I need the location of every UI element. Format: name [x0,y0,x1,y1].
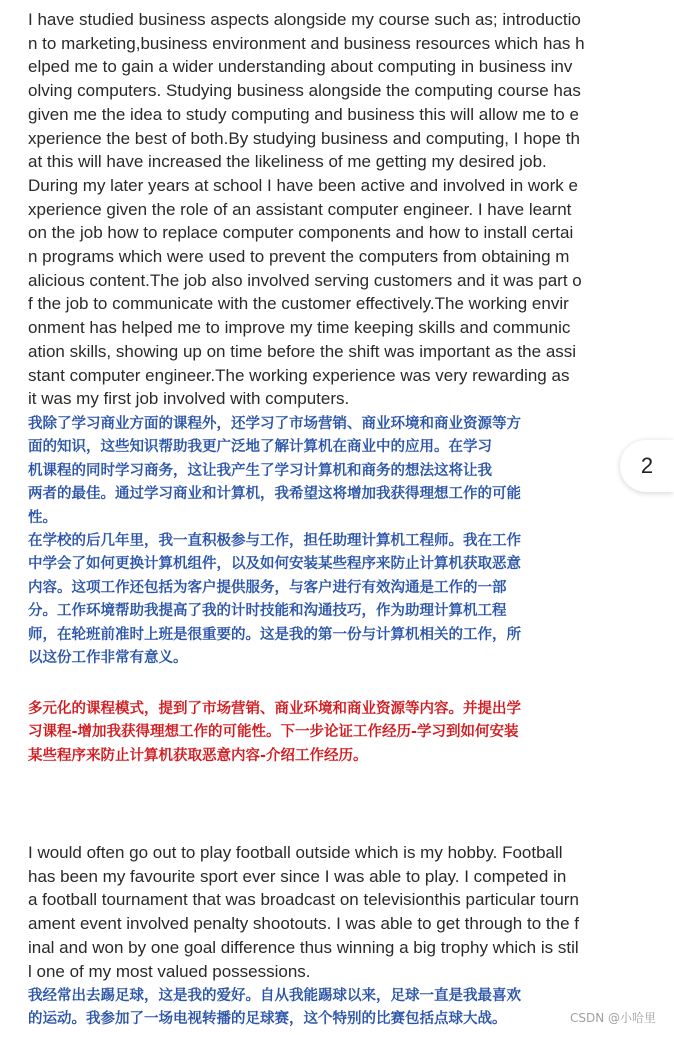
text-line: 面的知识，这些知识帮助我更广泛地了解计算机在商业中的应用。在学习 [28,439,492,456]
paragraph-1-english [28,8,660,411]
text-line: stant computer engineer.The working experience was very rewarding as [28,365,570,385]
text-line: I would often go out to play football outside which is my hobby. Football [28,843,563,862]
text-line: 两者的最佳。通过学习商业和计算机，我希望这将增加我获得理想工作的可能 [28,486,521,503]
text-line: xperience given the role of an assistant computer engineer. I have learnt [28,199,572,219]
text-line: elped me to gain a wider understanding about computing in business inv [28,57,573,77]
text-line: at this will have increased the likeliness of me getting my desired job. [28,152,547,172]
text-line: 师，在轮班前准时上班是很重要的。这是我的第一份与计算机相关的工作，所 [28,626,521,643]
text-line: has been my favourite sport ever since I was able to play. I competed in [28,866,567,886]
text-line: n programs which were used to prevent the computers from obtaining m [28,247,570,267]
text-line: given me the idea to study computing and business this will allow me to e [28,104,579,124]
text-line: onment has helped me to improve my time keeping skills and communic [28,318,571,338]
text-line: ation skills, showing up on time before the shift was important as the assi [28,341,577,361]
text-line: l one of my most valued possessions. [28,961,311,981]
text-line: I have studied business aspects alongside my course such as; introductio [28,10,581,29]
text-line: f the job to communicate with the customer effectively.The working envir [28,294,569,314]
text-line: on the job how to replace computer components and how to install certai [28,223,574,243]
text-line: 多元化的课程模式，提到了市场营销、商业环境和商业资源等内容。并提出学 [28,701,521,717]
watermark: CSDN @小哈里 [569,1011,656,1025]
text-line: a football tournament that was broadcast on televisionthis particular tourn [28,890,579,910]
text-line: 中学会了如何更换计算机组件，以及如何安装某些程序来防止计算机获取恶意 [28,556,521,573]
text-line: During my later years at school I have been active and involved in work e [28,175,578,195]
paragraph-1-chinese [28,413,660,670]
text-line: n to marketing,business environment and business resources which has h [28,33,585,53]
red-annotation [28,698,660,768]
text-line: 习课程-增加我获得理想工作的可能性。下一步论证工作经历-学习到如何安装 [28,724,519,741]
text-line: xperience the best of both.By studying business and computing, I hope th [28,128,580,148]
text-line: 我除了学习商业方面的课程外，还学习了市场营销、商业环境和商业资源等方 [28,416,521,432]
text-line: 某些程序来防止计算机获取恶意内容-介绍工作经历。 [28,747,368,764]
text-line: 在学校的后几年里，我一直积极参与工作，担任助理计算机工程师。我在工作 [28,533,521,550]
text-line: 我经常出去踢足球，这是我的爱好。自从我能踢球以来，足球一直是我最喜欢 [28,988,521,1004]
text-line: 性。 [28,509,57,526]
text-line: 的运动。我参加了一场电视转播的足球赛，这个特别的比赛包括点球大战。 [28,1011,507,1028]
page-number-badge[interactable]: 2 [620,440,674,492]
text-line: inal and won by one goal difference thus winning a big trophy which is stil [28,937,579,957]
paragraph-2-chinese [28,985,660,1032]
text-line: 内容。这项工作还包括为客户提供服务，与客户进行有效沟通是工作的一部 [28,579,507,596]
text-line: alicious content.The job also involved serving customers and it was part o [28,270,582,290]
text-line: olving computers. Studying business alongside the computing course has [28,81,581,101]
text-line: 以这份工作非常有意义。 [28,650,188,667]
text-line: it was my first job involved with computers. [28,389,350,409]
paragraph-2-english [28,841,660,983]
text-line: ament event involved penalty shootouts. I was able to get through to the f [28,914,579,934]
text-line: 机课程的同时学习商务，这让我产生了学习计算机和商务的想法这将让我 [28,462,492,479]
text-line: 分。工作环境帮助我提高了我的计时技能和沟通技巧，作为助理计算机工程 [28,603,507,620]
